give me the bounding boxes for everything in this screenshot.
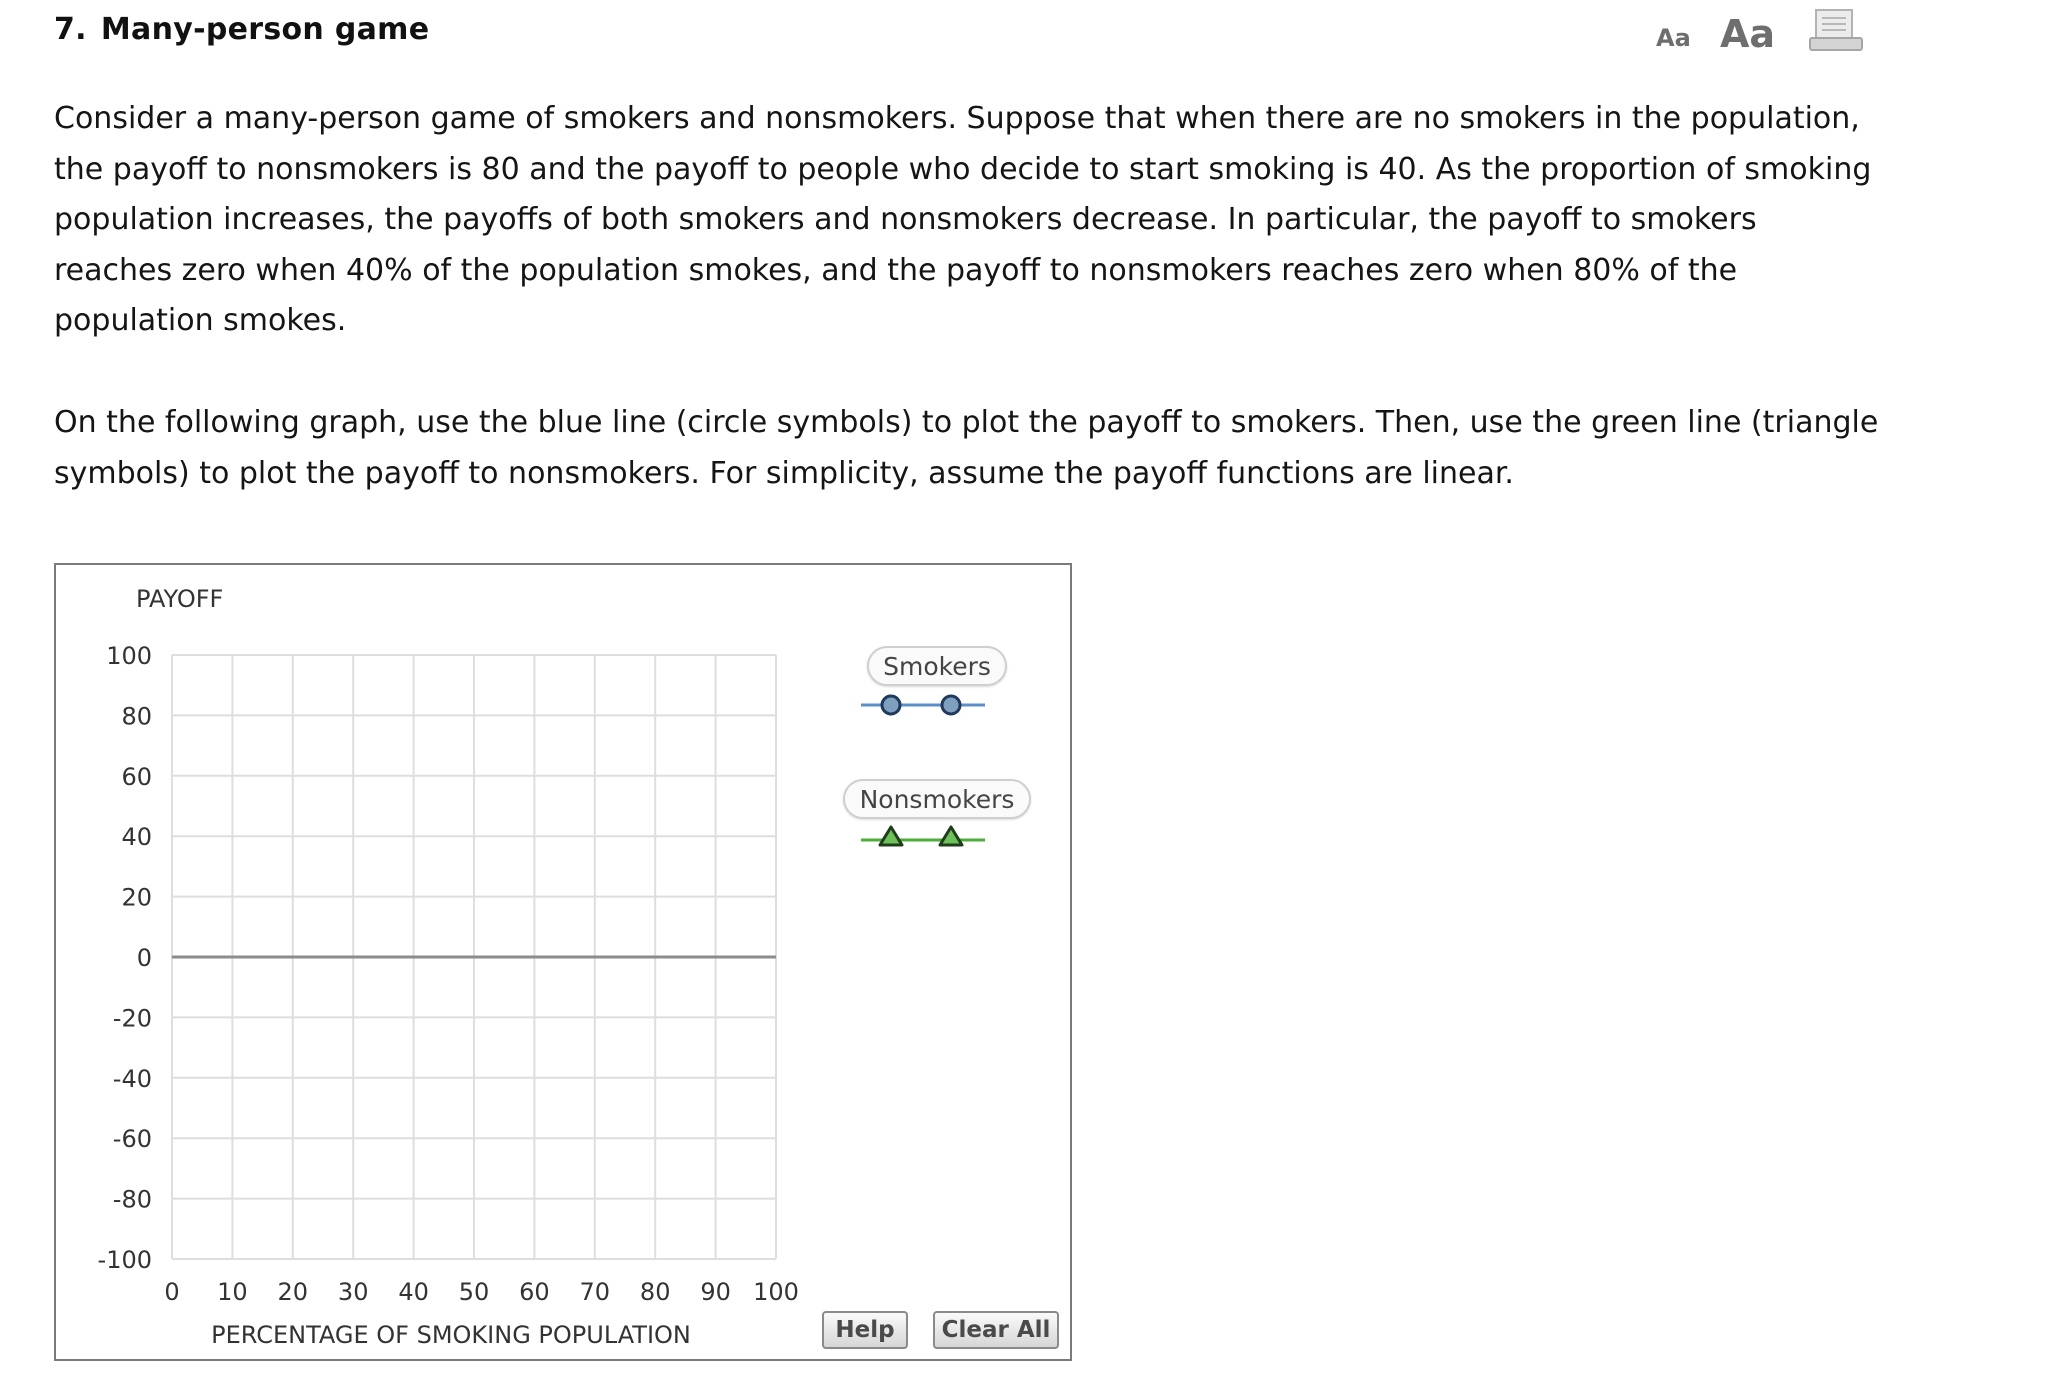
x-tick-label: 80 [639,1278,671,1306]
question-title-text: Many-person game [100,12,430,47]
x-axis-label: PERCENTAGE OF SMOKING POPULATION [211,1321,691,1349]
smokers-point-icon [882,696,900,714]
y-tick-label: 80 [121,702,152,731]
x-tick-label: 40 [398,1278,429,1306]
x-tick-label: 50 [458,1278,490,1306]
question-title [54,12,429,47]
x-tick-label: 10 [217,1278,248,1306]
x-tick-label: 60 [519,1278,550,1306]
smokers-point-icon [942,696,960,714]
problem-description: Consider a many-person game of smokers and nonsmokers. Suppose that when there are no smokers in the population, the payoff to nonsmokers is 80 and the payoff to people who decide to start smoking is 40. As the proportion of smoking population increases, the payoffs of both smokers and nonsmokers decrease. In particular, the payoff to smokers reaches zero when 40% of the population smokes, and the payoff to nonsmokers reaches zero when 80% of the population smokes. [54,101,1872,338]
nonsmokers-point-icon [880,827,902,845]
y-tick-label: 40 [121,823,152,852]
legend-smokers-label[interactable]: Smokers [867,646,1007,686]
clear-all-button[interactable]: Clear All [933,1311,1059,1349]
x-tick-label: 0 [164,1278,180,1306]
increase-font-button[interactable]: Aa [1720,12,1776,56]
x-tick-label: 70 [579,1278,611,1306]
y-tick-label: -80 [112,1185,152,1214]
x-tick-label: 30 [337,1278,369,1306]
graph-instructions: On the following graph, use the blue line (circle symbols) to plot the payoff to smokers. Then, use the green line (triangle symbols) to plot the payoff to nonsmokers. For simplicity, assume the payoff functions are linear. [54,405,1879,491]
nonsmokers-point-icon [940,827,962,845]
y-tick-label: 0 [136,944,152,972]
nonsmokers-line-tool[interactable] [859,822,989,852]
y-tick-label: -60 [112,1125,152,1154]
y-tick-label: 60 [121,762,152,791]
legend-nonsmokers-label[interactable]: Nonsmokers [843,779,1031,819]
x-tick-label: 20 [277,1278,309,1306]
y-tick-label: 20 [121,883,152,912]
y-tick-label: 100 [106,642,152,670]
text-toolbar [1640,8,1880,58]
decrease-font-button[interactable]: Aa [1656,24,1691,52]
y-tick-label: -40 [112,1064,152,1093]
x-tick-label: 100 [753,1278,799,1306]
smokers-line-tool[interactable] [859,690,989,720]
question-number: 7. [54,12,87,47]
help-button[interactable]: Help [822,1311,908,1349]
y-tick-label: -20 [112,1004,152,1033]
y-tick-label: -100 [97,1246,152,1274]
x-tick-label: 90 [700,1278,731,1306]
y-axis-label: PAYOFF [136,585,224,613]
print-icon[interactable] [1808,8,1864,56]
graph-panel [54,563,1072,1361]
